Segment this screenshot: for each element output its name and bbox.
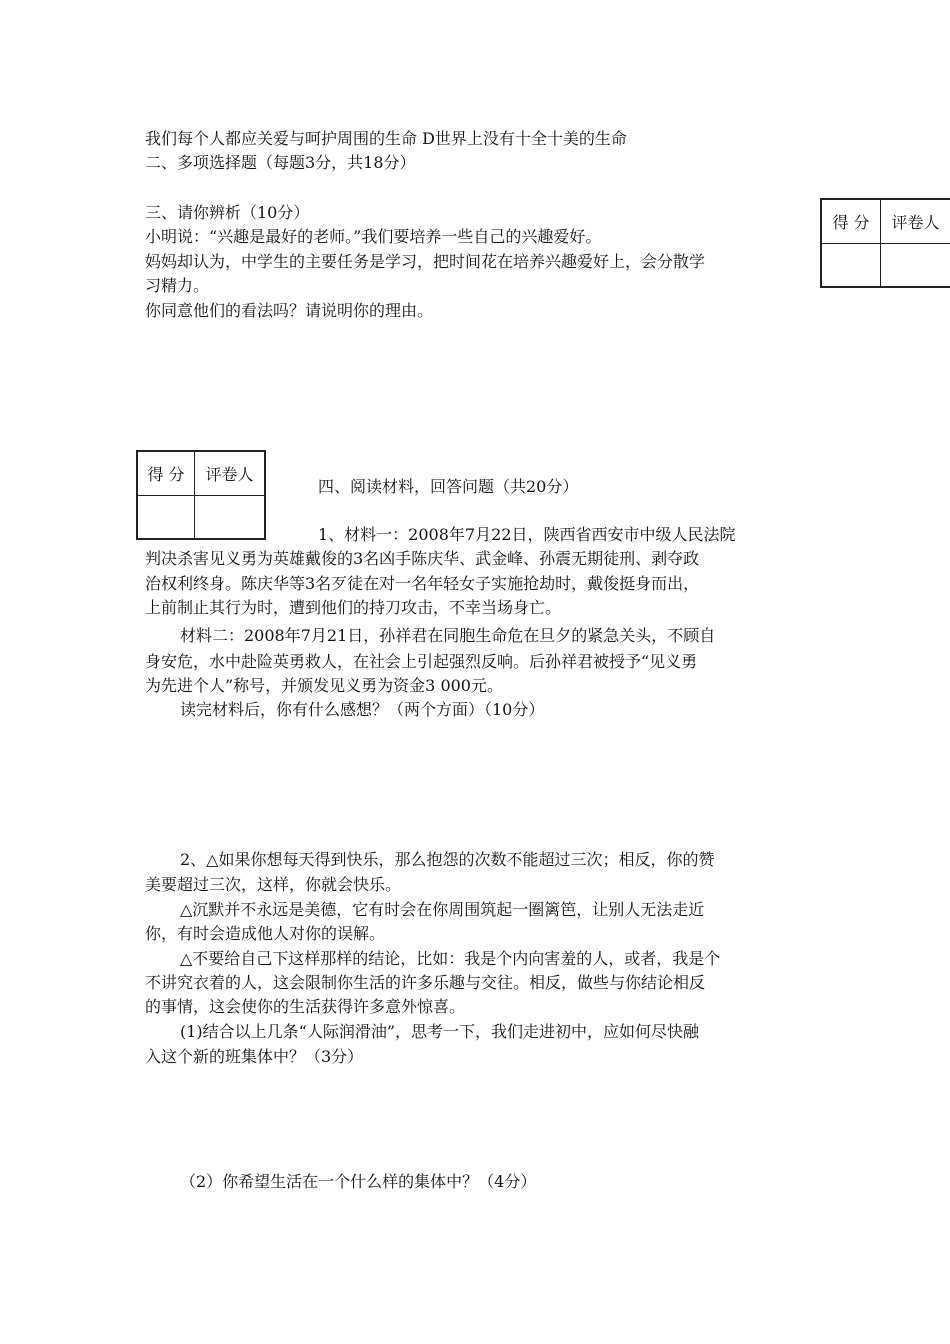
material-line: 材料二：2008年7月21日，孙祥君在同胞生命危在旦夕的紧急关头，不顾自 xyxy=(180,626,716,645)
q2-line: 你，有时会造成他人对你的误解。 xyxy=(145,924,386,943)
section3-heading: 三、请你辨析（10分） xyxy=(145,203,310,222)
grader-cell[interactable] xyxy=(195,495,265,539)
q2-subquestion: 入这个新的班集体中？（3分） xyxy=(145,1047,364,1066)
score-cell[interactable] xyxy=(822,243,881,287)
section3-line: 小明说：“兴趣是最好的老师。”我们要培养一些自己的兴趣爱好。 xyxy=(145,227,602,246)
q2-subquestion: (1)结合以上几条“人际润滑油”，思考一下，我们走进初中，应如何尽快融 xyxy=(180,1022,700,1041)
score-box-top xyxy=(820,198,950,288)
option-line: 我们每个人都应关爱与呵护周围的生命 D世界上没有十全十美的生命 xyxy=(145,129,627,148)
section4-heading: 四、阅读材料，回答问题（共20分） xyxy=(318,477,579,496)
q2-subquestion: （2）你希望生活在一个什么样的集体中？（4分） xyxy=(180,1172,537,1191)
score-box-section4 xyxy=(136,450,266,540)
section3-line: 习精力。 xyxy=(145,276,210,295)
material-line: 身安危，水中赴险英勇救人，在社会上引起强烈反响。后孙祥君被授予“见义勇 xyxy=(145,652,698,671)
grader-cell[interactable] xyxy=(881,243,950,287)
q2-line: △不要给自己下这样那样的结论，比如：我是个内向害羞的人，或者，我是个 xyxy=(180,949,721,968)
material-line: 为先进个人”称号，并颁发见义勇为资金3 000元。 xyxy=(145,676,503,695)
section3-line: 妈妈却认为，中学生的主要任务是学习，把时间花在培养兴趣爱好上，会分散学 xyxy=(145,252,706,271)
grader-label: 评卷人 xyxy=(195,452,265,496)
q2-line: 不讲究衣着的人，这会限制你生活的许多乐趣与交往。相反，做些与你结论相反 xyxy=(145,973,706,992)
material-line: 判决杀害见义勇为英雄戴俊的3名凶手陈庆华、武金峰、孙震无期徒刑、剥夺政 xyxy=(145,549,700,568)
q2-line: △沉默并不永远是美德，它有时会在你周围筑起一圈篱笆，让别人无法走近 xyxy=(180,900,705,919)
material-line: 上前制止其行为时，遭到他们的持刀攻击，不幸当场身亡。 xyxy=(145,598,562,617)
material-line: 治权利终身。陈庆华等3名歹徒在对一名年轻女子实施抢劫时，戴俊挺身而出， xyxy=(145,574,700,593)
q2-line: 美要超过三次，这样，你就会快乐。 xyxy=(145,875,402,894)
material-line: 1、材料一：2008年7月22日，陕西省西安市中级人民法院 xyxy=(318,525,736,544)
grader-label: 评卷人 xyxy=(881,200,950,244)
q2-line: 2、△如果你想每天得到快乐，那么抱怨的次数不能超过三次；相反，你的赞 xyxy=(180,850,715,869)
q2-line: 的事情，这会使你的生活获得许多意外惊喜。 xyxy=(145,997,466,1016)
material-question: 读完材料后，你有什么感想？（两个方面）（10分） xyxy=(180,700,545,719)
score-cell[interactable] xyxy=(138,495,195,539)
score-label: 得 分 xyxy=(138,452,195,496)
section2-heading: 二、多项选择题（每题3分，共18分） xyxy=(145,153,416,172)
section3-question: 你同意他们的看法吗？请说明你的理由。 xyxy=(145,301,434,320)
score-label: 得 分 xyxy=(822,200,881,244)
